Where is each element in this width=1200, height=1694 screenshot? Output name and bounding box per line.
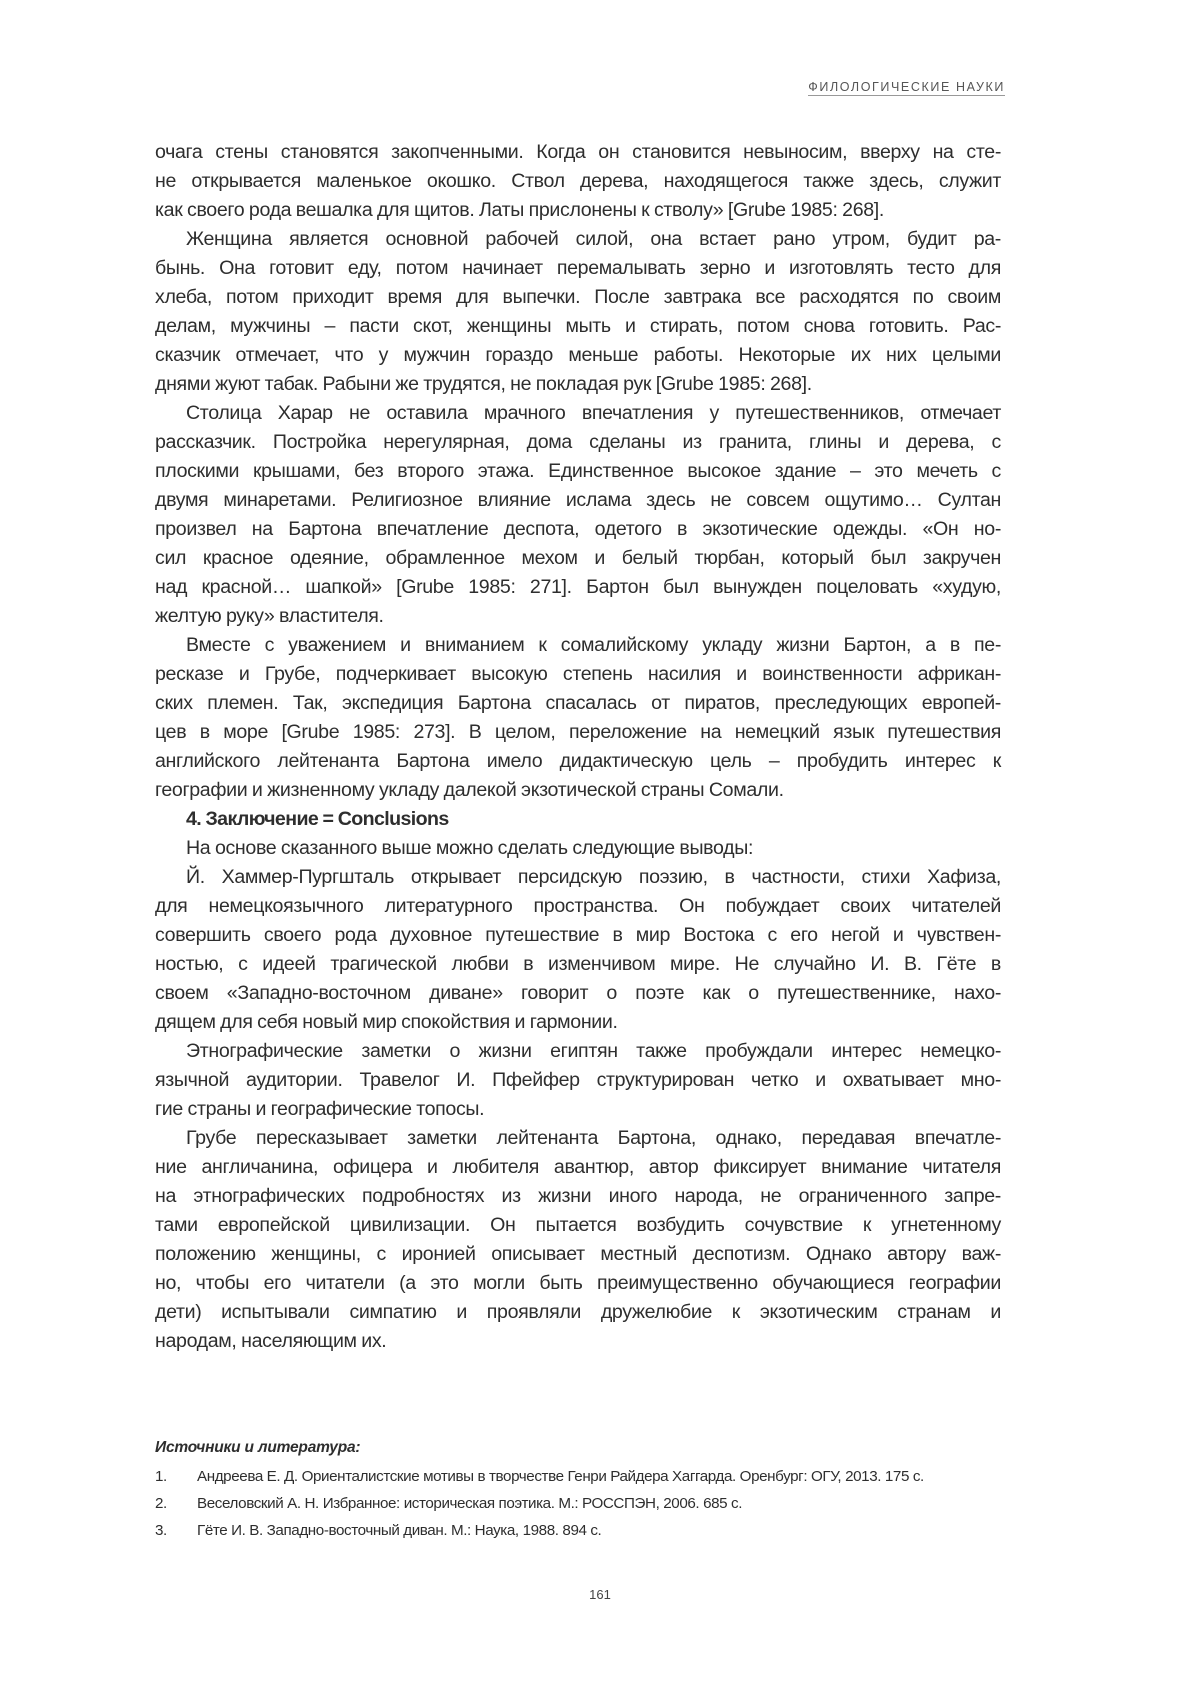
text-line: двумя минаретами. Религиозное влияние ислама здесь не совсем ощутимо… Султан [155, 489, 1001, 511]
text-line: Этнографические заметки о жизни египтян также пробуждали интерес немецко- [186, 1040, 1001, 1062]
reference-item [155, 1490, 1015, 1517]
text-line: не открывается маленькое окошко. Ствол дерева, находящегося также здесь, служит [155, 170, 1001, 192]
section-heading: 4. Заключение = Conclusions [186, 808, 449, 830]
text-line: Грубе пересказывает заметки лейтенанта Бартона, однако, передавая впечатле- [186, 1127, 1001, 1149]
text-line: ние англичанина, офицера и любителя авантюр, автор фиксирует внимание читателя [155, 1156, 1001, 1178]
text-line: сил красное одеяние, обрамленное мехом и белый тюрбан, который был закручен [155, 547, 1001, 569]
text-line: ностью, с идеей трагической любви в изменчивом мире. Не случайно И. В. Гёте в [155, 953, 1001, 975]
text-line: гие страны и географические топосы. [155, 1098, 485, 1120]
text-line: желтую руку» властителя. [155, 605, 384, 627]
text-line: на этнографических подробностях из жизни иного народа, не ограниченного запре- [155, 1185, 1001, 1207]
text-line: сказчик отмечает, что у мужчин гораздо меньше работы. Некоторые их них целыми [155, 344, 1001, 366]
text-line: английского лейтенанта Бартона имело дидактическую цель – пробудить интерес к [155, 750, 1001, 772]
text-line: народам, населяющим их. [155, 1330, 387, 1352]
reference-item [155, 1463, 1015, 1490]
references-title: Источники и литература: [155, 1439, 361, 1456]
page-number: 161 [589, 1587, 611, 1602]
text-line: но, чтобы его читатели (а это могли быть преимущественно обучающиеся географии [155, 1272, 1001, 1294]
text-line: для немецкоязычного литературного пространства. Он побуждает своих читателей [155, 895, 1001, 917]
running-header: ФИЛОЛОГИЧЕСКИЕ НАУКИ [808, 80, 1005, 94]
text-line: совершить своего рода духовное путешествие в мир Востока с его негой и чувствен- [155, 924, 1001, 946]
reference-text: Гёте И. В. Западно-восточный диван. М.: Наука, 1988. 894 с. [197, 1522, 602, 1539]
text-line: цев в море [Grube 1985: 273]. В целом, переложение на немецкий язык путешествия [155, 721, 1001, 743]
text-line: как своего рода вешалка для щитов. Латы прислонены к стволу» [Grube 1985: 268]. [155, 199, 884, 221]
text-line: ских племен. Так, экспедиция Бартона спасалась от пиратов, преследующих европей- [155, 692, 1001, 714]
reference-number: 3. [155, 1522, 167, 1539]
reference-text: Андреева Е. Д. Ориенталистские мотивы в творчестве Генри Райдера Хаггарда. Оренбург: ОГУ, 2013. 175 с. [197, 1468, 924, 1485]
references-section [155, 1435, 1015, 1544]
text-line: плоскими крышами, без второго этажа. Единственное высокое здание – это мечеть с [155, 460, 1001, 482]
text-line: над красной… шапкой» [Grube 1985: 271]. Бартон был вынужден поцеловать «худую, [155, 576, 1001, 598]
text-line: делам, мужчины – пасти скот, женщины мыть и стирать, потом снова готовить. Рас- [155, 315, 1001, 337]
text-line: рассказчик. Постройка нерегулярная, дома сделаны из гранита, глины и дерева, с [155, 431, 1001, 453]
text-line: Вместе с уважением и вниманием к сомалийскому укладу жизни Бартон, а в пе- [186, 634, 1001, 656]
text-line: дящем для себя новый мир спокойствия и гармонии. [155, 1011, 618, 1033]
text-line: тами европейской цивилизации. Он пытается возбудить сочувствие к угнетенному [155, 1214, 1001, 1236]
reference-number: 2. [155, 1495, 167, 1512]
reference-item [155, 1517, 1015, 1544]
text-line: Женщина является основной рабочей силой, она встает рано утром, будит ра- [186, 228, 1001, 250]
text-line: Й. Хаммер-Пургшталь открывает персидскую поэзию, в частности, стихи Хафиза, [186, 866, 1001, 888]
text-line: произвел на Бартона впечатление деспота, одетого в экзотические одежды. «Он но- [155, 518, 1001, 540]
text-line: дети) испытывали симпатию и проявляли дружелюбие к экзотическим странам и [155, 1301, 1001, 1323]
text-line: географии и жизненному укладу далекой экзотической страны Сомали. [155, 779, 784, 801]
text-line: положению женщины, с иронией описывает местный деспотизм. Однако автору важ- [155, 1243, 1001, 1265]
text-line: очага стены становятся закопченными. Когда он становится невыносим, вверху на сте- [155, 141, 1001, 163]
reference-text: Веселовский А. Н. Избранное: историческая поэтика. М.: РОССПЭН, 2006. 685 с. [197, 1495, 743, 1512]
text-line: ресказе и Грубе, подчеркивает высокую степень насилия и воинственности африкан- [155, 663, 1001, 685]
text-line: своем «Западно-восточном диване» говорит о поэте как о путешественнике, нахо- [155, 982, 1001, 1004]
text-line: хлеба, потом приходит время для выпечки. После завтрака все расходятся по своим [155, 286, 1001, 308]
text-line: днями жуют табак. Рабыни же трудятся, не покладая рук [Grube 1985: 268]. [155, 373, 812, 395]
body-text [155, 138, 1001, 1356]
text-line: Столица Харар не оставила мрачного впечатления у путешественников, отмечает [186, 402, 1001, 424]
reference-number: 1. [155, 1468, 167, 1485]
text-line: язычной аудитории. Травелог И. Пфейфер структурирован четко и охватывает мно- [155, 1069, 1001, 1091]
text-line: бынь. Она готовит еду, потом начинает перемалывать зерно и изготовлять тесто для [155, 257, 1001, 279]
text-line: На основе сказанного выше можно сделать следующие выводы: [186, 837, 754, 859]
